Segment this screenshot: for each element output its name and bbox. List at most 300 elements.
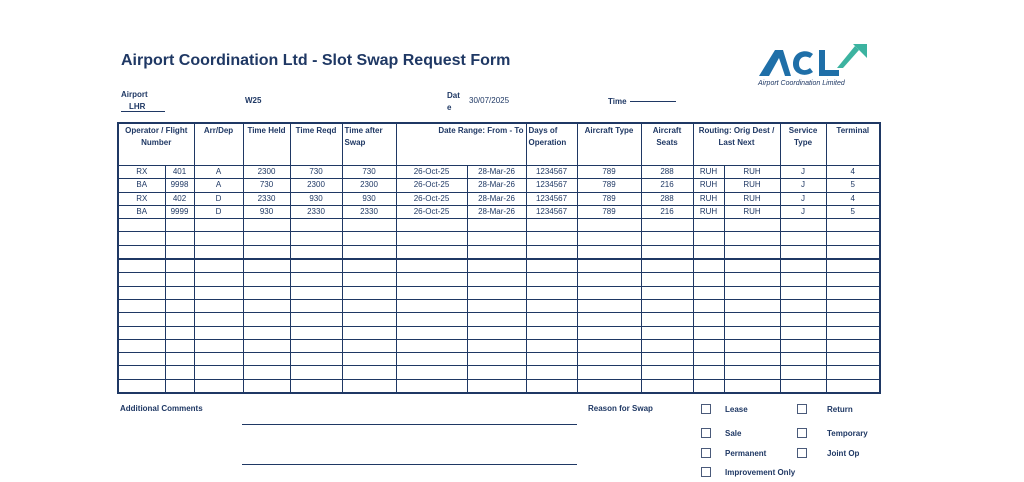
header-operator: Operator / Flight Number [118, 123, 194, 166]
empty-cell[interactable] [243, 366, 290, 379]
empty-cell[interactable] [194, 379, 243, 393]
dest-cell[interactable]: RUH [724, 192, 780, 205]
empty-cell[interactable] [467, 232, 526, 245]
empty-cell[interactable] [693, 299, 724, 312]
empty-cell[interactable] [641, 366, 693, 379]
empty-cell[interactable] [641, 232, 693, 245]
empty-cell[interactable] [577, 273, 641, 286]
empty-cell[interactable] [118, 286, 165, 299]
empty-cell[interactable] [396, 366, 467, 379]
empty-cell[interactable] [243, 286, 290, 299]
airport-label: Airport [121, 90, 148, 99]
empty-cell[interactable] [467, 366, 526, 379]
flight-number-cell[interactable]: 402 [165, 192, 194, 205]
empty-cell[interactable] [526, 353, 577, 366]
empty-cell[interactable] [780, 286, 826, 299]
comments-line-1[interactable] [242, 424, 577, 425]
empty-cell[interactable] [165, 259, 194, 273]
empty-cell[interactable] [467, 339, 526, 352]
empty-cell[interactable] [693, 232, 724, 245]
empty-cell[interactable] [118, 326, 165, 339]
empty-cell[interactable] [780, 232, 826, 245]
empty-cell[interactable] [467, 273, 526, 286]
empty-cell[interactable] [577, 339, 641, 352]
empty-cell[interactable] [194, 313, 243, 326]
empty-cell[interactable] [467, 379, 526, 393]
improvement-label: Improvement Only [725, 468, 796, 477]
empty-cell[interactable] [467, 286, 526, 299]
empty-cell[interactable] [780, 219, 826, 232]
aircraft-type-cell[interactable]: 789 [577, 179, 641, 192]
empty-cell[interactable] [194, 339, 243, 352]
empty-cell[interactable] [826, 299, 880, 312]
empty-table-row [118, 259, 880, 273]
header-service-type: Service Type [780, 123, 826, 166]
empty-cell[interactable] [826, 259, 880, 273]
empty-cell[interactable] [826, 245, 880, 259]
empty-cell[interactable] [118, 366, 165, 379]
temporary-checkbox[interactable] [797, 428, 807, 438]
date-from-cell[interactable]: 26-Oct-25 [396, 205, 467, 218]
empty-cell[interactable] [118, 232, 165, 245]
empty-cell[interactable] [780, 379, 826, 393]
date-to-cell[interactable]: 28-Mar-26 [467, 179, 526, 192]
empty-cell[interactable] [724, 245, 780, 259]
empty-cell[interactable] [693, 366, 724, 379]
empty-cell[interactable] [396, 339, 467, 352]
empty-cell[interactable] [693, 286, 724, 299]
date-label-line2: e [447, 103, 452, 112]
time-held-cell[interactable]: 2300 [243, 166, 290, 179]
empty-cell[interactable] [396, 232, 467, 245]
empty-cell[interactable] [641, 286, 693, 299]
permanent-checkbox[interactable] [701, 448, 711, 458]
empty-cell[interactable] [165, 286, 194, 299]
empty-cell[interactable] [641, 245, 693, 259]
empty-cell[interactable] [724, 286, 780, 299]
empty-cell[interactable] [641, 353, 693, 366]
empty-cell[interactable] [724, 259, 780, 273]
empty-cell[interactable] [243, 299, 290, 312]
empty-cell[interactable] [396, 219, 467, 232]
date-to-cell[interactable]: 28-Mar-26 [467, 205, 526, 218]
empty-cell[interactable] [290, 299, 342, 312]
time-after-cell[interactable]: 930 [342, 192, 396, 205]
time-held-cell[interactable]: 730 [243, 179, 290, 192]
empty-cell[interactable] [577, 299, 641, 312]
time-held-cell[interactable]: 930 [243, 205, 290, 218]
empty-cell[interactable] [290, 379, 342, 393]
empty-cell[interactable] [194, 353, 243, 366]
date-to-cell[interactable]: 28-Mar-26 [467, 192, 526, 205]
comments-line-2[interactable] [242, 464, 577, 465]
empty-cell[interactable] [724, 326, 780, 339]
empty-cell[interactable] [577, 353, 641, 366]
empty-cell[interactable] [693, 273, 724, 286]
empty-cell[interactable] [243, 259, 290, 273]
header-time-reqd: Time Reqd [290, 123, 342, 166]
lease-label: Lease [725, 405, 748, 414]
empty-cell[interactable] [724, 313, 780, 326]
empty-cell[interactable] [243, 313, 290, 326]
empty-cell[interactable] [342, 366, 396, 379]
empty-cell[interactable] [243, 326, 290, 339]
empty-cell[interactable] [194, 326, 243, 339]
dest-cell[interactable]: RUH [724, 166, 780, 179]
table-header-row [118, 123, 880, 166]
header-aircraft-seats: Aircraft Seats [641, 123, 693, 166]
empty-cell[interactable] [526, 366, 577, 379]
empty-cell[interactable] [467, 245, 526, 259]
empty-cell[interactable] [165, 245, 194, 259]
operator-cell[interactable]: RX [118, 192, 165, 205]
empty-cell[interactable] [577, 232, 641, 245]
empty-cell[interactable] [693, 313, 724, 326]
empty-cell[interactable] [290, 366, 342, 379]
empty-cell[interactable] [194, 299, 243, 312]
empty-cell[interactable] [342, 379, 396, 393]
empty-cell[interactable] [577, 313, 641, 326]
table-row [118, 192, 880, 205]
season-value: W25 [245, 96, 262, 105]
empty-cell[interactable] [165, 273, 194, 286]
empty-cell[interactable] [724, 353, 780, 366]
empty-cell[interactable] [526, 326, 577, 339]
orig-cell[interactable]: RUH [693, 192, 724, 205]
empty-cell[interactable] [641, 259, 693, 273]
empty-cell[interactable] [526, 273, 577, 286]
empty-cell[interactable] [780, 353, 826, 366]
empty-cell[interactable] [396, 379, 467, 393]
empty-cell[interactable] [396, 286, 467, 299]
time-held-cell[interactable]: 2330 [243, 192, 290, 205]
date-value[interactable]: 30/07/2025 [469, 96, 510, 105]
aircraft-type-cell[interactable]: 789 [577, 192, 641, 205]
empty-cell[interactable] [342, 232, 396, 245]
flight-number-cell[interactable]: 401 [165, 166, 194, 179]
aircraft-type-cell[interactable]: 789 [577, 166, 641, 179]
empty-cell[interactable] [724, 299, 780, 312]
orig-cell[interactable]: RUH [693, 179, 724, 192]
lease-checkbox[interactable] [701, 404, 711, 414]
empty-cell[interactable] [577, 219, 641, 232]
empty-table-row [118, 313, 880, 326]
date-from-cell[interactable]: 26-Oct-25 [396, 192, 467, 205]
empty-cell[interactable] [467, 299, 526, 312]
empty-cell[interactable] [826, 313, 880, 326]
service-type-cell[interactable]: J [780, 192, 826, 205]
date-from-cell[interactable]: 26-Oct-25 [396, 166, 467, 179]
days-cell[interactable]: 1234567 [526, 205, 577, 218]
empty-cell[interactable] [826, 366, 880, 379]
empty-cell[interactable] [165, 232, 194, 245]
empty-cell[interactable] [467, 219, 526, 232]
empty-cell[interactable] [826, 286, 880, 299]
empty-cell[interactable] [826, 379, 880, 393]
empty-cell[interactable] [641, 219, 693, 232]
empty-cell[interactable] [826, 219, 880, 232]
empty-cell[interactable] [290, 313, 342, 326]
time-after-cell[interactable]: 2300 [342, 179, 396, 192]
empty-cell[interactable] [165, 353, 194, 366]
empty-cell[interactable] [396, 299, 467, 312]
empty-cell[interactable] [826, 273, 880, 286]
empty-cell[interactable] [243, 245, 290, 259]
empty-table-row [118, 299, 880, 312]
header-routing: Routing: Orig Dest / Last Next [693, 123, 780, 166]
orig-cell[interactable]: RUH [693, 205, 724, 218]
time-reqd-cell[interactable]: 930 [290, 192, 342, 205]
empty-cell[interactable] [194, 366, 243, 379]
days-cell[interactable]: 1234567 [526, 179, 577, 192]
arrdep-cell[interactable]: D [194, 205, 243, 218]
empty-cell[interactable] [780, 259, 826, 273]
empty-cell[interactable] [342, 286, 396, 299]
operator-cell[interactable]: BA [118, 205, 165, 218]
empty-cell[interactable] [118, 219, 165, 232]
empty-cell[interactable] [724, 232, 780, 245]
empty-cell[interactable] [693, 326, 724, 339]
flight-number-cell[interactable]: 9998 [165, 179, 194, 192]
table-row [118, 179, 880, 192]
empty-cell[interactable] [118, 379, 165, 393]
empty-cell[interactable] [290, 232, 342, 245]
flight-number-cell[interactable]: 9999 [165, 205, 194, 218]
operator-cell[interactable]: BA [118, 179, 165, 192]
empty-table-row [118, 273, 880, 286]
time-reqd-cell[interactable]: 2330 [290, 205, 342, 218]
empty-cell[interactable] [641, 313, 693, 326]
empty-cell[interactable] [780, 326, 826, 339]
empty-cell[interactable] [526, 299, 577, 312]
empty-cell[interactable] [693, 259, 724, 273]
empty-cell[interactable] [342, 245, 396, 259]
service-type-cell[interactable]: J [780, 205, 826, 218]
empty-cell[interactable] [780, 313, 826, 326]
empty-cell[interactable] [290, 326, 342, 339]
empty-cell[interactable] [396, 326, 467, 339]
empty-cell[interactable] [693, 339, 724, 352]
empty-cell[interactable] [641, 379, 693, 393]
empty-cell[interactable] [780, 366, 826, 379]
empty-cell[interactable] [342, 326, 396, 339]
empty-cell[interactable] [243, 273, 290, 286]
empty-cell[interactable] [194, 245, 243, 259]
empty-cell[interactable] [194, 259, 243, 273]
empty-table-row [118, 353, 880, 366]
empty-cell[interactable] [780, 299, 826, 312]
empty-cell[interactable] [641, 339, 693, 352]
empty-cell[interactable] [467, 353, 526, 366]
empty-cell[interactable] [526, 339, 577, 352]
empty-cell[interactable] [290, 259, 342, 273]
improvement-checkbox[interactable] [701, 467, 711, 477]
date-from-cell[interactable]: 26-Oct-25 [396, 179, 467, 192]
empty-cell[interactable] [693, 353, 724, 366]
time-reqd-cell[interactable]: 730 [290, 166, 342, 179]
empty-cell[interactable] [290, 273, 342, 286]
empty-cell[interactable] [290, 339, 342, 352]
time-after-cell[interactable]: 730 [342, 166, 396, 179]
terminal-cell[interactable]: 5 [826, 179, 880, 192]
empty-cell[interactable] [577, 379, 641, 393]
service-type-cell[interactable]: J [780, 166, 826, 179]
dest-cell[interactable]: RUH [724, 205, 780, 218]
empty-cell[interactable] [467, 326, 526, 339]
empty-cell[interactable] [641, 326, 693, 339]
empty-cell[interactable] [724, 273, 780, 286]
empty-cell[interactable] [780, 245, 826, 259]
empty-cell[interactable] [396, 259, 467, 273]
empty-cell[interactable] [577, 259, 641, 273]
header-arrdep: Arr/Dep [194, 123, 243, 166]
empty-cell[interactable] [194, 232, 243, 245]
header-time-after: Time after Swap [342, 123, 396, 166]
empty-cell[interactable] [396, 353, 467, 366]
empty-cell[interactable] [693, 379, 724, 393]
empty-cell[interactable] [577, 326, 641, 339]
empty-cell[interactable] [396, 313, 467, 326]
empty-cell[interactable] [118, 245, 165, 259]
empty-cell[interactable] [693, 219, 724, 232]
empty-cell[interactable] [724, 366, 780, 379]
joint-op-label: Joint Op [827, 449, 860, 458]
empty-cell[interactable] [243, 353, 290, 366]
empty-cell[interactable] [194, 219, 243, 232]
table-row [118, 166, 880, 179]
empty-cell[interactable] [396, 245, 467, 259]
empty-cell[interactable] [243, 219, 290, 232]
sale-checkbox[interactable] [701, 428, 711, 438]
aircraft-seats-cell[interactable]: 216 [641, 205, 693, 218]
empty-cell[interactable] [526, 379, 577, 393]
empty-cell[interactable] [165, 299, 194, 312]
empty-cell[interactable] [342, 273, 396, 286]
empty-cell[interactable] [577, 245, 641, 259]
empty-cell[interactable] [165, 379, 194, 393]
terminal-cell[interactable]: 5 [826, 205, 880, 218]
airport-value[interactable]: LHR [121, 102, 165, 112]
empty-cell[interactable] [826, 353, 880, 366]
aircraft-type-cell[interactable]: 789 [577, 205, 641, 218]
time-reqd-cell[interactable]: 2300 [290, 179, 342, 192]
sale-label: Sale [725, 429, 742, 438]
empty-cell[interactable] [165, 366, 194, 379]
terminal-cell[interactable]: 4 [826, 166, 880, 179]
arrdep-cell[interactable]: A [194, 166, 243, 179]
empty-cell[interactable] [577, 286, 641, 299]
reason-label: Reason for Swap [588, 404, 653, 413]
empty-cell[interactable] [826, 232, 880, 245]
empty-cell[interactable] [118, 259, 165, 273]
empty-cell[interactable] [342, 313, 396, 326]
empty-cell[interactable] [724, 219, 780, 232]
terminal-cell[interactable]: 4 [826, 192, 880, 205]
empty-cell[interactable] [724, 339, 780, 352]
empty-cell[interactable] [165, 326, 194, 339]
empty-cell[interactable] [243, 379, 290, 393]
header-date-range: Date Range: From - To [396, 123, 526, 166]
empty-cell[interactable] [342, 259, 396, 273]
empty-cell[interactable] [467, 313, 526, 326]
empty-cell[interactable] [396, 273, 467, 286]
empty-cell[interactable] [118, 313, 165, 326]
arrdep-cell[interactable]: D [194, 192, 243, 205]
empty-cell[interactable] [826, 339, 880, 352]
empty-cell[interactable] [118, 273, 165, 286]
date-to-cell[interactable]: 28-Mar-26 [467, 166, 526, 179]
empty-cell[interactable] [526, 259, 577, 273]
empty-cell[interactable] [526, 313, 577, 326]
empty-table-row [118, 326, 880, 339]
empty-cell[interactable] [526, 232, 577, 245]
comments-label: Additional Comments [120, 404, 203, 413]
empty-cell[interactable] [780, 273, 826, 286]
empty-cell[interactable] [577, 366, 641, 379]
days-cell[interactable]: 1234567 [526, 192, 577, 205]
empty-cell[interactable] [342, 353, 396, 366]
empty-cell[interactable] [194, 273, 243, 286]
empty-cell[interactable] [243, 232, 290, 245]
orig-cell[interactable]: RUH [693, 166, 724, 179]
empty-table-row [118, 286, 880, 299]
empty-cell[interactable] [724, 379, 780, 393]
empty-cell[interactable] [526, 219, 577, 232]
empty-cell[interactable] [526, 286, 577, 299]
operator-cell[interactable]: RX [118, 166, 165, 179]
empty-cell[interactable] [165, 313, 194, 326]
joint-op-checkbox[interactable] [797, 448, 807, 458]
empty-cell[interactable] [526, 245, 577, 259]
arrdep-cell[interactable]: A [194, 179, 243, 192]
aircraft-seats-cell[interactable]: 288 [641, 192, 693, 205]
empty-cell[interactable] [342, 339, 396, 352]
empty-cell[interactable] [290, 245, 342, 259]
empty-cell[interactable] [118, 353, 165, 366]
temporary-label: Temporary [827, 429, 868, 438]
time-after-cell[interactable]: 2330 [342, 205, 396, 218]
empty-cell[interactable] [290, 219, 342, 232]
return-checkbox[interactable] [797, 404, 807, 414]
empty-cell[interactable] [780, 339, 826, 352]
time-field[interactable] [630, 101, 676, 102]
date-label-line1: Dat [447, 91, 460, 100]
empty-cell[interactable] [243, 339, 290, 352]
empty-cell[interactable] [118, 339, 165, 352]
empty-cell[interactable] [641, 299, 693, 312]
aircraft-seats-cell[interactable]: 288 [641, 166, 693, 179]
empty-cell[interactable] [467, 259, 526, 273]
empty-cell[interactable] [342, 219, 396, 232]
empty-cell[interactable] [194, 286, 243, 299]
empty-cell[interactable] [342, 299, 396, 312]
empty-cell[interactable] [693, 245, 724, 259]
empty-cell[interactable] [118, 299, 165, 312]
dest-cell[interactable]: RUH [724, 179, 780, 192]
empty-cell[interactable] [641, 273, 693, 286]
empty-table-row [118, 219, 880, 232]
aircraft-seats-cell[interactable]: 216 [641, 179, 693, 192]
empty-cell[interactable] [826, 326, 880, 339]
days-cell[interactable]: 1234567 [526, 166, 577, 179]
empty-cell[interactable] [290, 353, 342, 366]
empty-cell[interactable] [165, 219, 194, 232]
slot-swap-table [117, 122, 881, 394]
service-type-cell[interactable]: J [780, 179, 826, 192]
empty-cell[interactable] [165, 339, 194, 352]
table-row [118, 205, 880, 218]
empty-cell[interactable] [290, 286, 342, 299]
